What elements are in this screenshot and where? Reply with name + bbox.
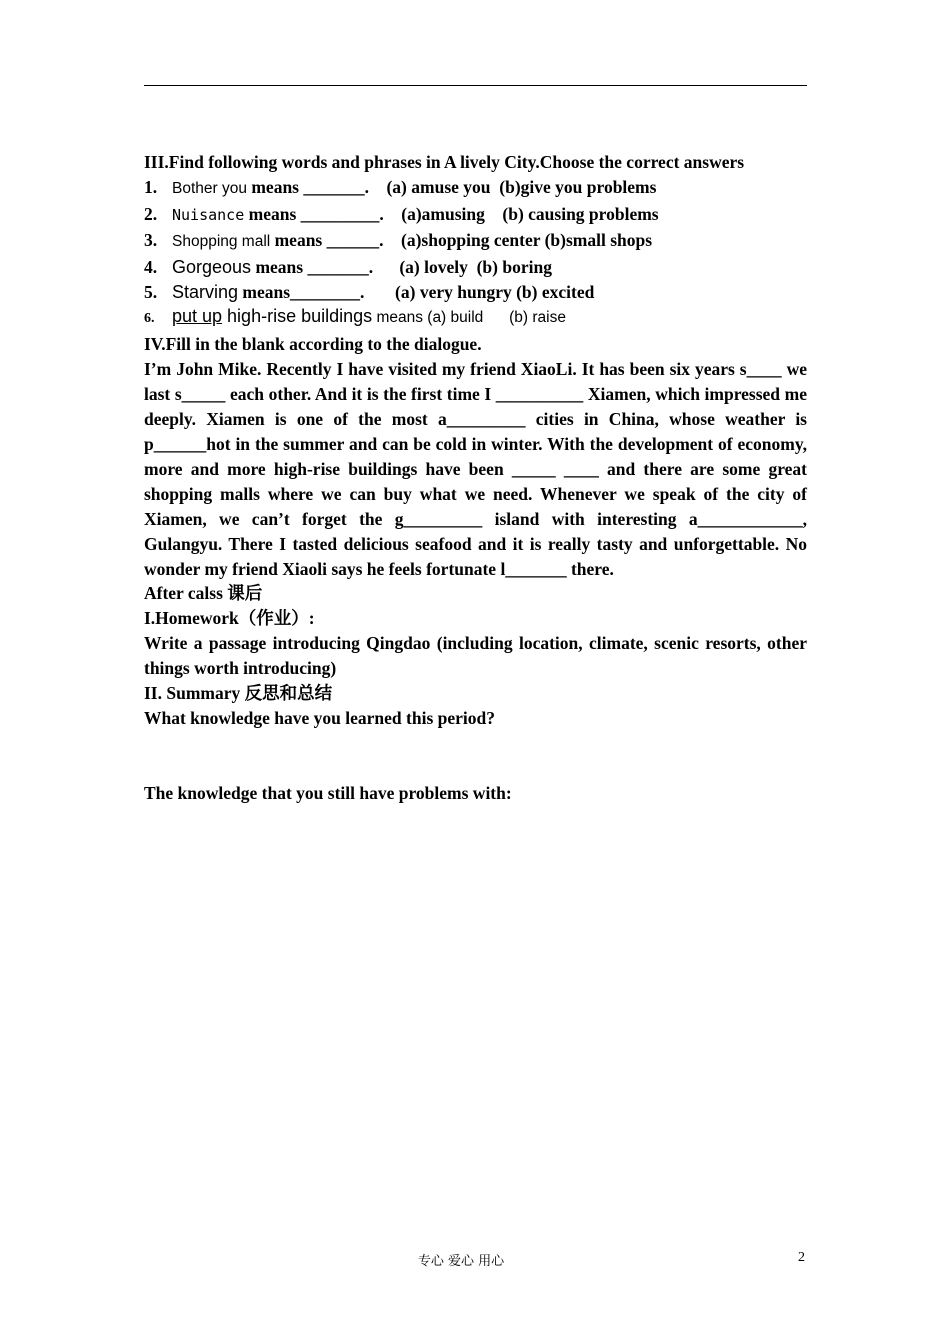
section3-heading: III.Find following words and phrases in A lively City.Choose the correct answers xyxy=(144,152,745,172)
item-options: means________. (a) very hungry (b) excited xyxy=(238,281,595,302)
summary-heading: II. Summary 反思和总结 xyxy=(144,683,333,704)
item-number: 2. xyxy=(144,203,158,224)
item-number: 1. xyxy=(144,176,158,197)
item-word: Gorgeous xyxy=(172,256,252,277)
item-number: 4. xyxy=(144,256,158,277)
section4-heading: IV.Fill in the blank according to the dialogue. xyxy=(144,334,482,355)
question-item-4 xyxy=(144,255,807,280)
item-options: means (a) build (b) raise xyxy=(372,309,566,327)
item-word: high-rise buildings xyxy=(222,306,373,327)
question-item-1 xyxy=(144,175,807,202)
homework-text: Write a passage introducing Qingdao (including location, climate, scenic resorts, other things worth introducing) xyxy=(144,633,807,679)
item-word: Nuisance xyxy=(172,205,245,224)
item-number: 3. xyxy=(144,229,158,250)
footer-motto: 专心 爱心 用心 xyxy=(417,1254,505,1269)
homework-heading: I.Homework（作业）: xyxy=(144,608,315,629)
summary-question-problems: The knowledge that you still have problems with: xyxy=(144,782,512,803)
question-item-2 xyxy=(144,202,807,228)
item-options: means _______. (a) lovely (b) boring xyxy=(251,256,552,277)
item-options: means ______. (a)shopping center (b)small shops xyxy=(270,229,653,250)
item-options: means _______. (a) amuse you (b)give you problems xyxy=(246,176,657,197)
after-class-heading: After calss 课后 xyxy=(144,583,263,604)
item-number: 6. xyxy=(144,311,155,327)
item-number: 5. xyxy=(144,281,158,302)
question-item-3 xyxy=(144,228,807,255)
answer-space xyxy=(144,731,807,781)
item-word: Bother you xyxy=(172,179,247,197)
page-number: 2 xyxy=(798,1250,805,1265)
fill-in-paragraph: I’m John Mike. Recently I have visited my friend XiaoLi. It has been six years s____ we last s_____ each other. And it is the first time I __________ Xiamen, which impressed me deeply. Xiamen is one of the most a_________ cities in China, whose weather is p______hot in the summer and can be cold in winter. With the development of economy, more and more high-rise buildings have been _____ ____ and there are some great shopping malls where we can buy what we need. Whenever we speak of the city of Xiamen, we can’t forget the g_________ island with interesting a____________, Gulangyu. There I tasted delicious seafood and it is really tasty and unforgettable. No wonder my friend Xiaoli says he feels fortunate l_______ there. xyxy=(144,359,807,579)
item-word: Shopping mall xyxy=(172,232,271,250)
header-rule xyxy=(144,85,807,86)
question-item-5 xyxy=(144,280,807,305)
worksheet-content xyxy=(144,150,807,806)
item-word: Starving xyxy=(172,281,239,302)
item-options: means _________. (a)amusing (b) causing problems xyxy=(244,203,659,224)
item-word-underlined: put up xyxy=(172,306,223,327)
question-item-6 xyxy=(144,304,807,332)
summary-question-learned: What knowledge have you learned this period? xyxy=(144,707,495,728)
